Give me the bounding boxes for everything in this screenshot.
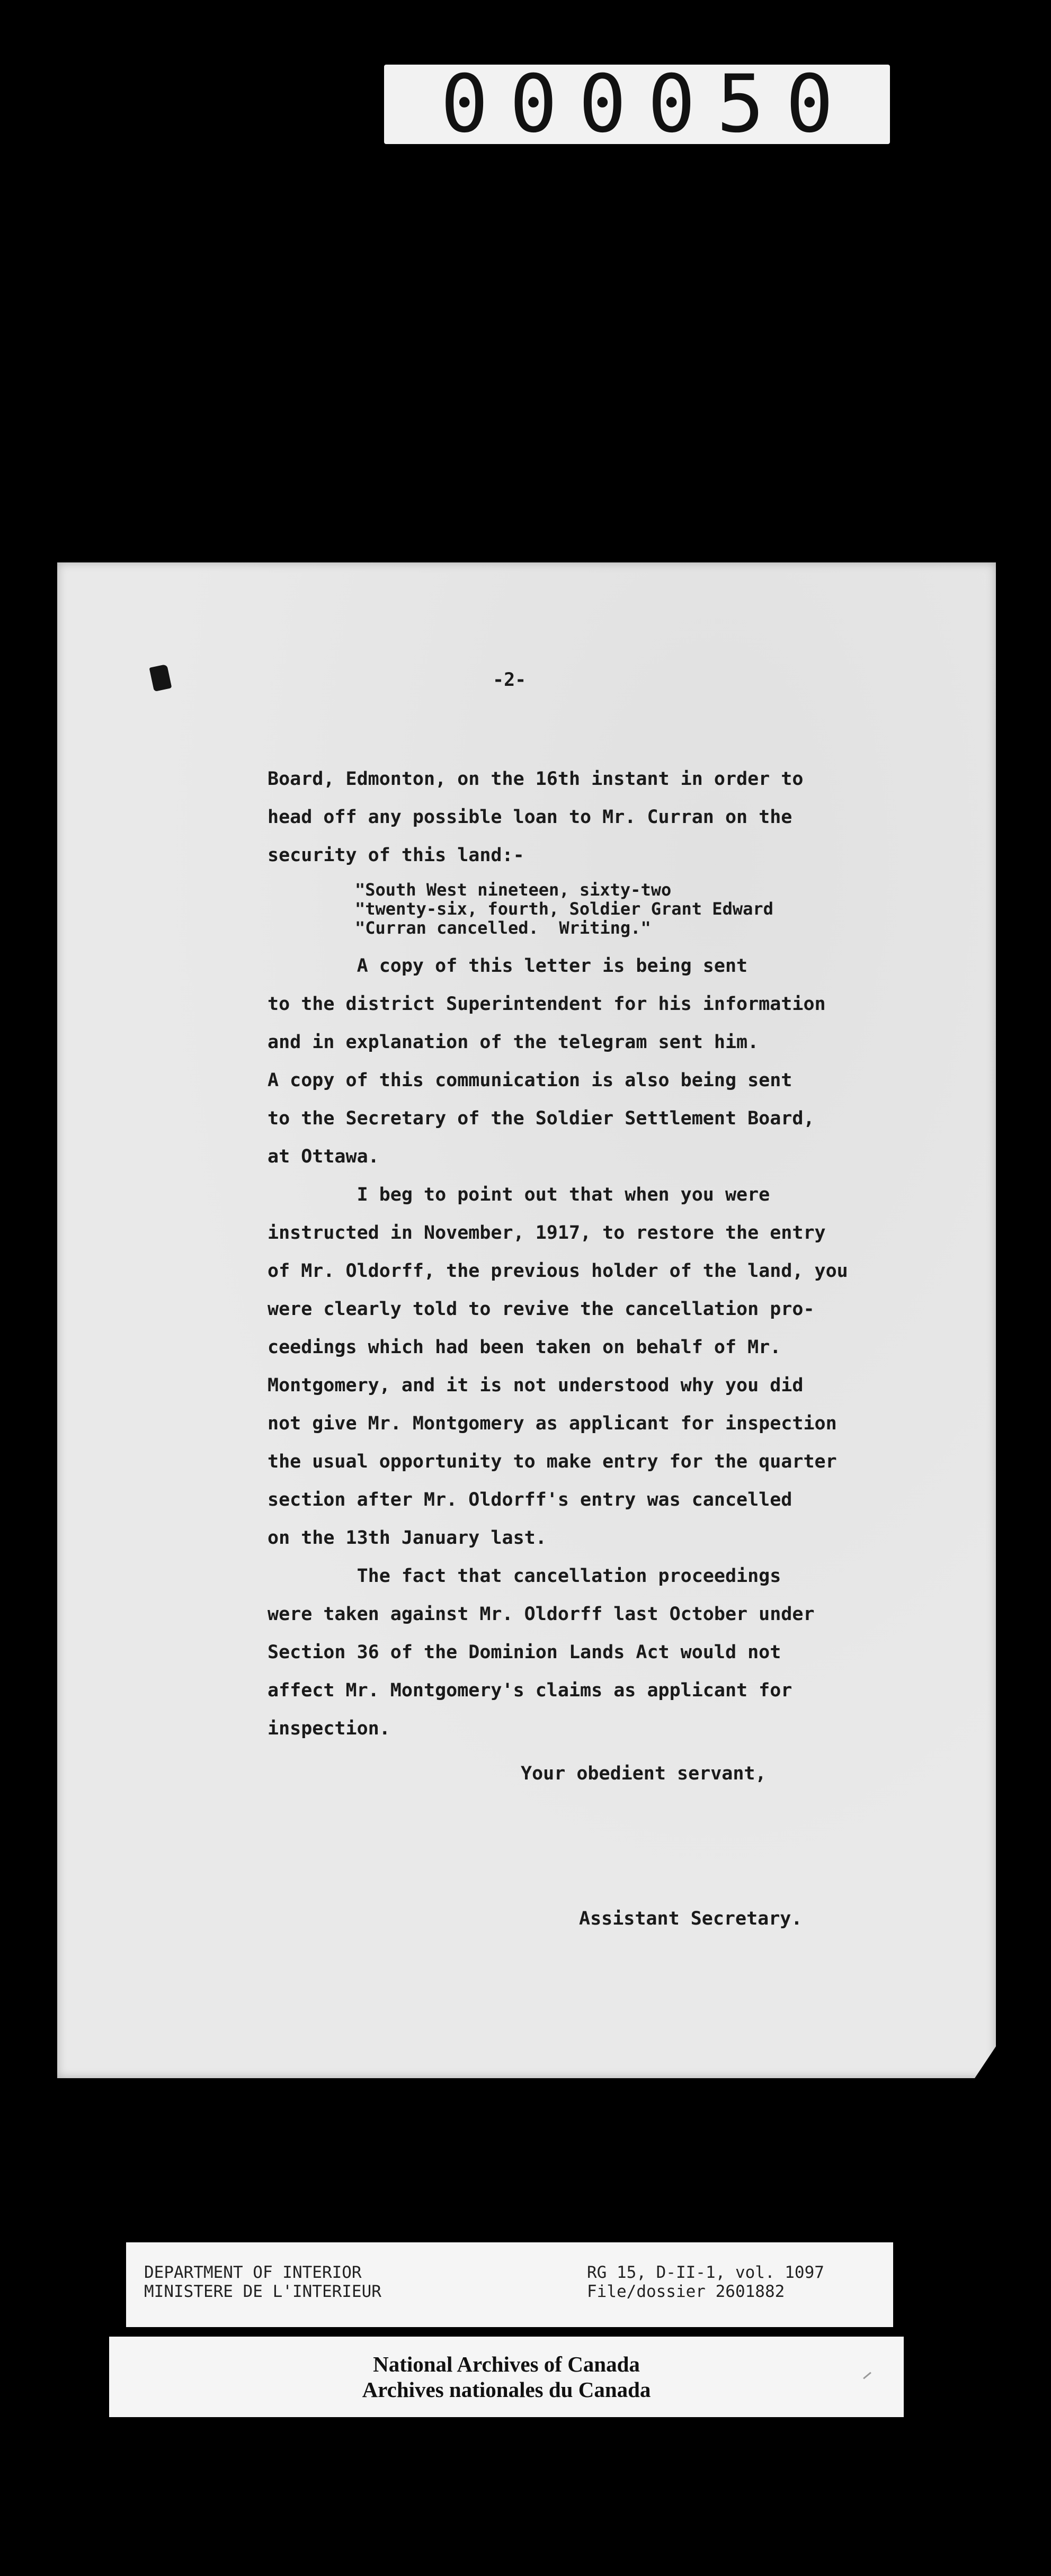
punch-hole-mark — [149, 664, 172, 692]
department-name-en: DEPARTMENT OF INTERIOR — [144, 2263, 362, 2282]
signature-title: Assistant Secretary. — [579, 1908, 803, 1929]
body-line: to the Secretary of the Soldier Settlement Board, — [268, 1108, 815, 1129]
body-line: were clearly told to revive the cancellation pro- — [268, 1299, 815, 1320]
archives-name-fr: Archives nationales du Canada — [362, 2377, 651, 2402]
archives-banner — [109, 2337, 904, 2417]
archives-name-en: National Archives of Canada — [373, 2352, 640, 2376]
catalog-reference-strip — [126, 2242, 893, 2327]
body-line: and in explanation of the telegram sent him. — [268, 1032, 759, 1053]
body-line: not give Mr. Montgomery as applicant for inspection — [268, 1413, 837, 1434]
frame-number: 000050 — [440, 58, 855, 150]
record-group-reference: RG 15, D-II-1, vol. 1097 — [587, 2263, 824, 2282]
page-number: -2- — [493, 669, 527, 691]
body-line: The fact that cancellation proceedings — [268, 1566, 781, 1587]
department-name-fr: MINISTERE DE L'INTERIEUR — [144, 2282, 381, 2301]
body-line: at Ottawa. — [268, 1146, 379, 1167]
body-line: Board, Edmonton, on the 16th instant in order to — [268, 768, 804, 790]
telegram-line: "South West nineteen, sixty-two — [355, 880, 672, 900]
body-line: security of this land:- — [268, 845, 524, 866]
body-line: A copy of this communication is also being sent — [268, 1070, 792, 1091]
body-line: were taken against Mr. Oldorff last October under — [268, 1604, 815, 1625]
telegram-line: "Curran cancelled. Writing." — [355, 918, 651, 938]
torn-page-corner — [975, 2046, 996, 2078]
body-line: Section 36 of the Dominion Lands Act would not — [268, 1642, 781, 1663]
body-line: affect Mr. Montgomery's claims as applicant for — [268, 1680, 792, 1701]
body-line: ceedings which had been taken on behalf of Mr. — [268, 1337, 781, 1358]
body-line: A copy of this letter is being sent — [268, 955, 748, 977]
file-dossier-reference: File/dossier 2601882 — [587, 2282, 785, 2301]
body-line: instructed in November, 1917, to restore the entry — [268, 1222, 826, 1244]
body-line: to the district Superintendent for his information — [268, 994, 826, 1015]
telegram-line: "twenty-six, fourth, Soldier Grant Edward — [355, 899, 773, 919]
body-line: of Mr. Oldorff, the previous holder of the land, you — [268, 1260, 848, 1282]
body-line: inspection. — [268, 1718, 390, 1739]
closing-salutation: Your obedient servant, — [521, 1763, 767, 1784]
frame-number-label — [384, 58, 890, 150]
body-line: section after Mr. Oldorff's entry was cancelled — [268, 1489, 792, 1510]
body-line: head off any possible loan to Mr. Curran on the — [268, 807, 792, 828]
body-line: I beg to point out that when you were — [268, 1184, 770, 1205]
body-line: the usual opportunity to make entry for the quarter — [268, 1451, 837, 1472]
body-line: on the 13th January last. — [268, 1527, 547, 1549]
body-line: Montgomery, and it is not understood why you did — [268, 1375, 804, 1396]
document-page — [57, 562, 996, 2078]
